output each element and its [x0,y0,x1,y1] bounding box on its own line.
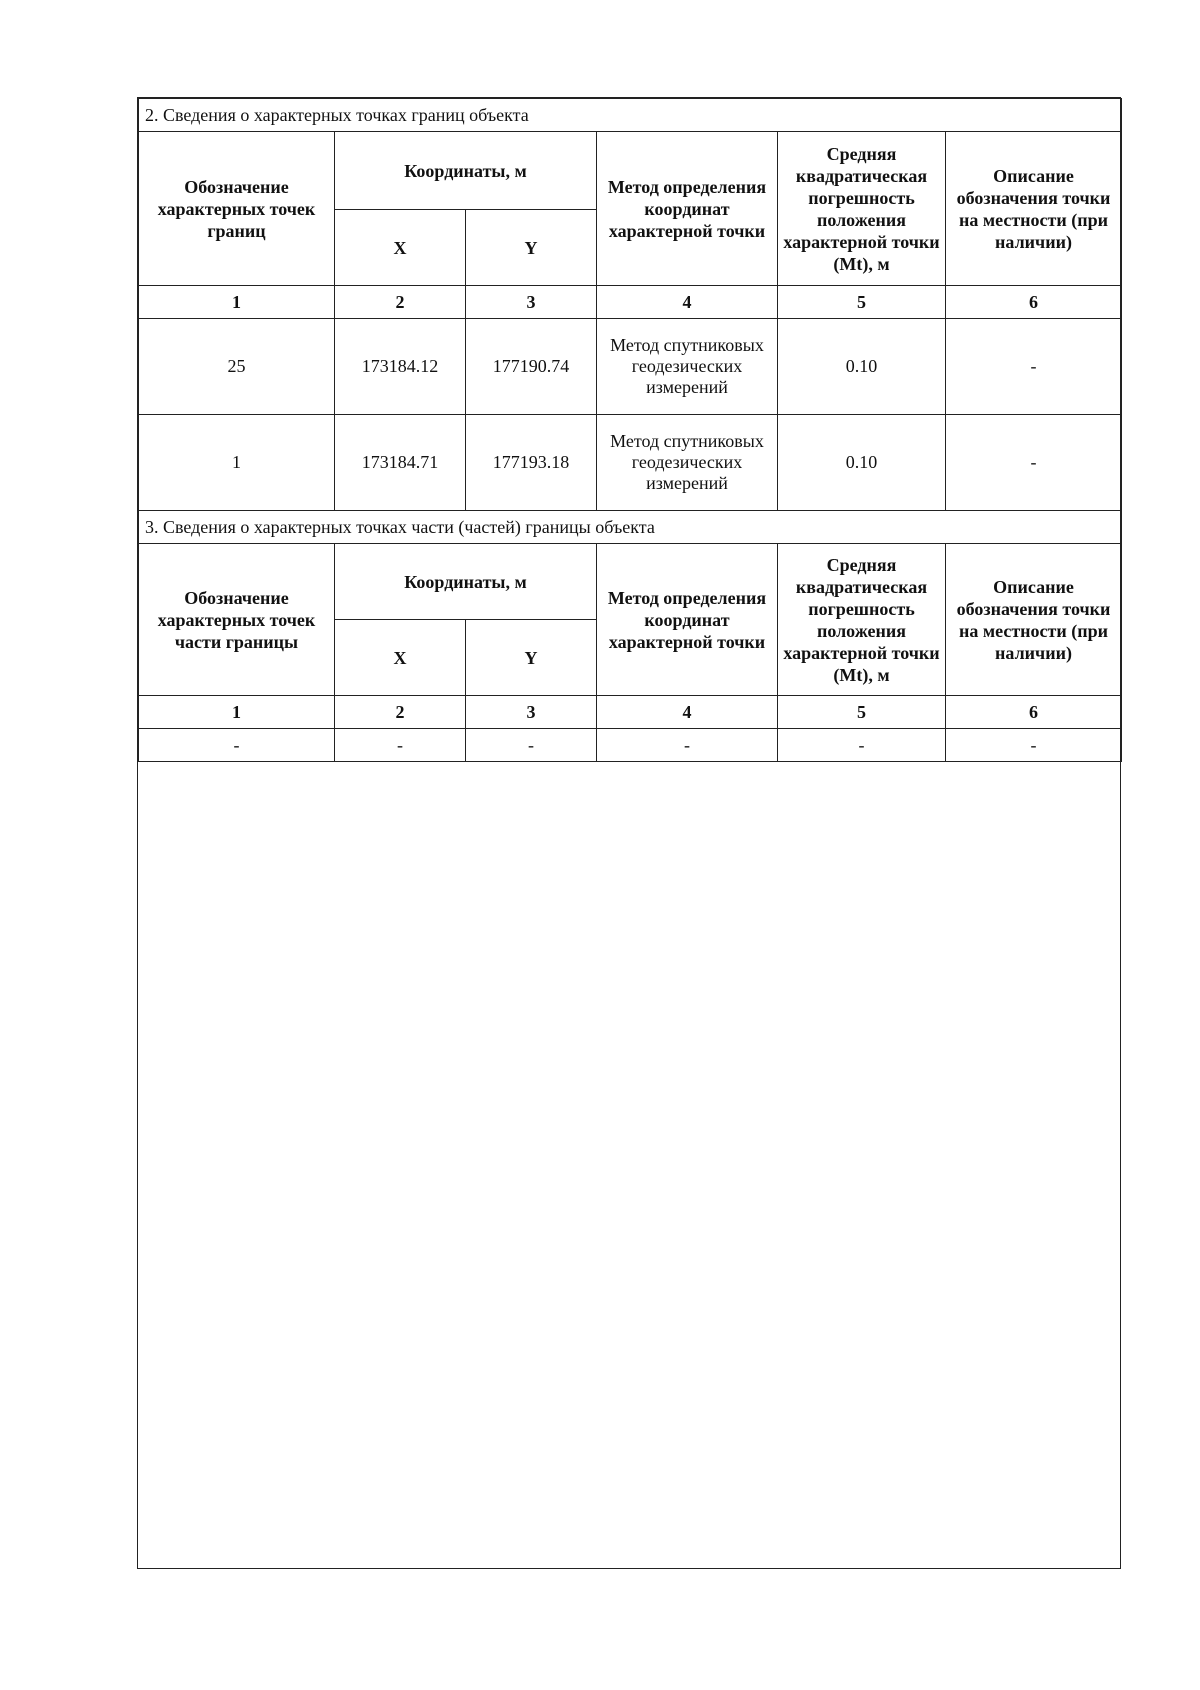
section-3-column-numbers [139,696,1122,729]
header-coordinates: Координаты, м [335,544,597,620]
header-error: Средняя квадратическая погрешность положения характерной точки (Mt), м [778,132,946,286]
col-number: 6 [946,696,1122,729]
header-designation: Обозначение характерных точек части границы [139,544,335,696]
section-2-header-row-1 [139,132,1122,210]
col-number: 4 [597,696,778,729]
description-cell: - [946,415,1122,511]
col-number: 6 [946,286,1122,319]
method-cell: Метод спутниковых геодезических измерений [597,415,778,511]
section-2-title-row [139,99,1122,132]
description-cell: - [946,729,1122,762]
header-x: X [335,620,466,696]
section-3-header-row-1 [139,544,1122,620]
header-y: Y [466,620,597,696]
header-method: Метод определения координат характерной точки [597,132,778,286]
col-number: 4 [597,286,778,319]
section-3-title-row [139,511,1122,544]
header-description: Описание обозначения точки на местности (при наличии) [946,544,1122,696]
section-3-title: 3. Сведения о характерных точках части (частей) границы объекта [139,511,1122,544]
document-frame [137,97,1121,1569]
header-method: Метод определения координат характерной точки [597,544,778,696]
col-number: 2 [335,696,466,729]
header-x: X [335,210,466,286]
header-description: Описание обозначения точки на местности (при наличии) [946,132,1122,286]
table-row [139,319,1122,415]
mt-cell: - [778,729,946,762]
method-cell: Метод спутниковых геодезических измерений [597,319,778,415]
section-2-column-numbers [139,286,1122,319]
col-number: 5 [778,286,946,319]
col-number: 3 [466,696,597,729]
table-row [139,415,1122,511]
coord-y: 177190.74 [466,319,597,415]
coord-y: - [466,729,597,762]
col-number: 1 [139,696,335,729]
boundary-points-table [138,98,1122,762]
coord-x: 173184.71 [335,415,466,511]
description-cell: - [946,319,1122,415]
col-number: 5 [778,696,946,729]
section-2-title: 2. Сведения о характерных точках границ объекта [139,99,1122,132]
header-designation: Обозначение характерных точек границ [139,132,335,286]
mt-cell: 0.10 [778,415,946,511]
header-coordinates: Координаты, м [335,132,597,210]
header-error: Средняя квадратическая погрешность положения характерной точки (Mt), м [778,544,946,696]
point-designation: 25 [139,319,335,415]
coord-x: 173184.12 [335,319,466,415]
method-cell: - [597,729,778,762]
point-designation: 1 [139,415,335,511]
coord-y: 177193.18 [466,415,597,511]
col-number: 3 [466,286,597,319]
header-y: Y [466,210,597,286]
coord-x: - [335,729,466,762]
table-row [139,729,1122,762]
col-number: 2 [335,286,466,319]
point-designation: - [139,729,335,762]
mt-cell: 0.10 [778,319,946,415]
col-number: 1 [139,286,335,319]
